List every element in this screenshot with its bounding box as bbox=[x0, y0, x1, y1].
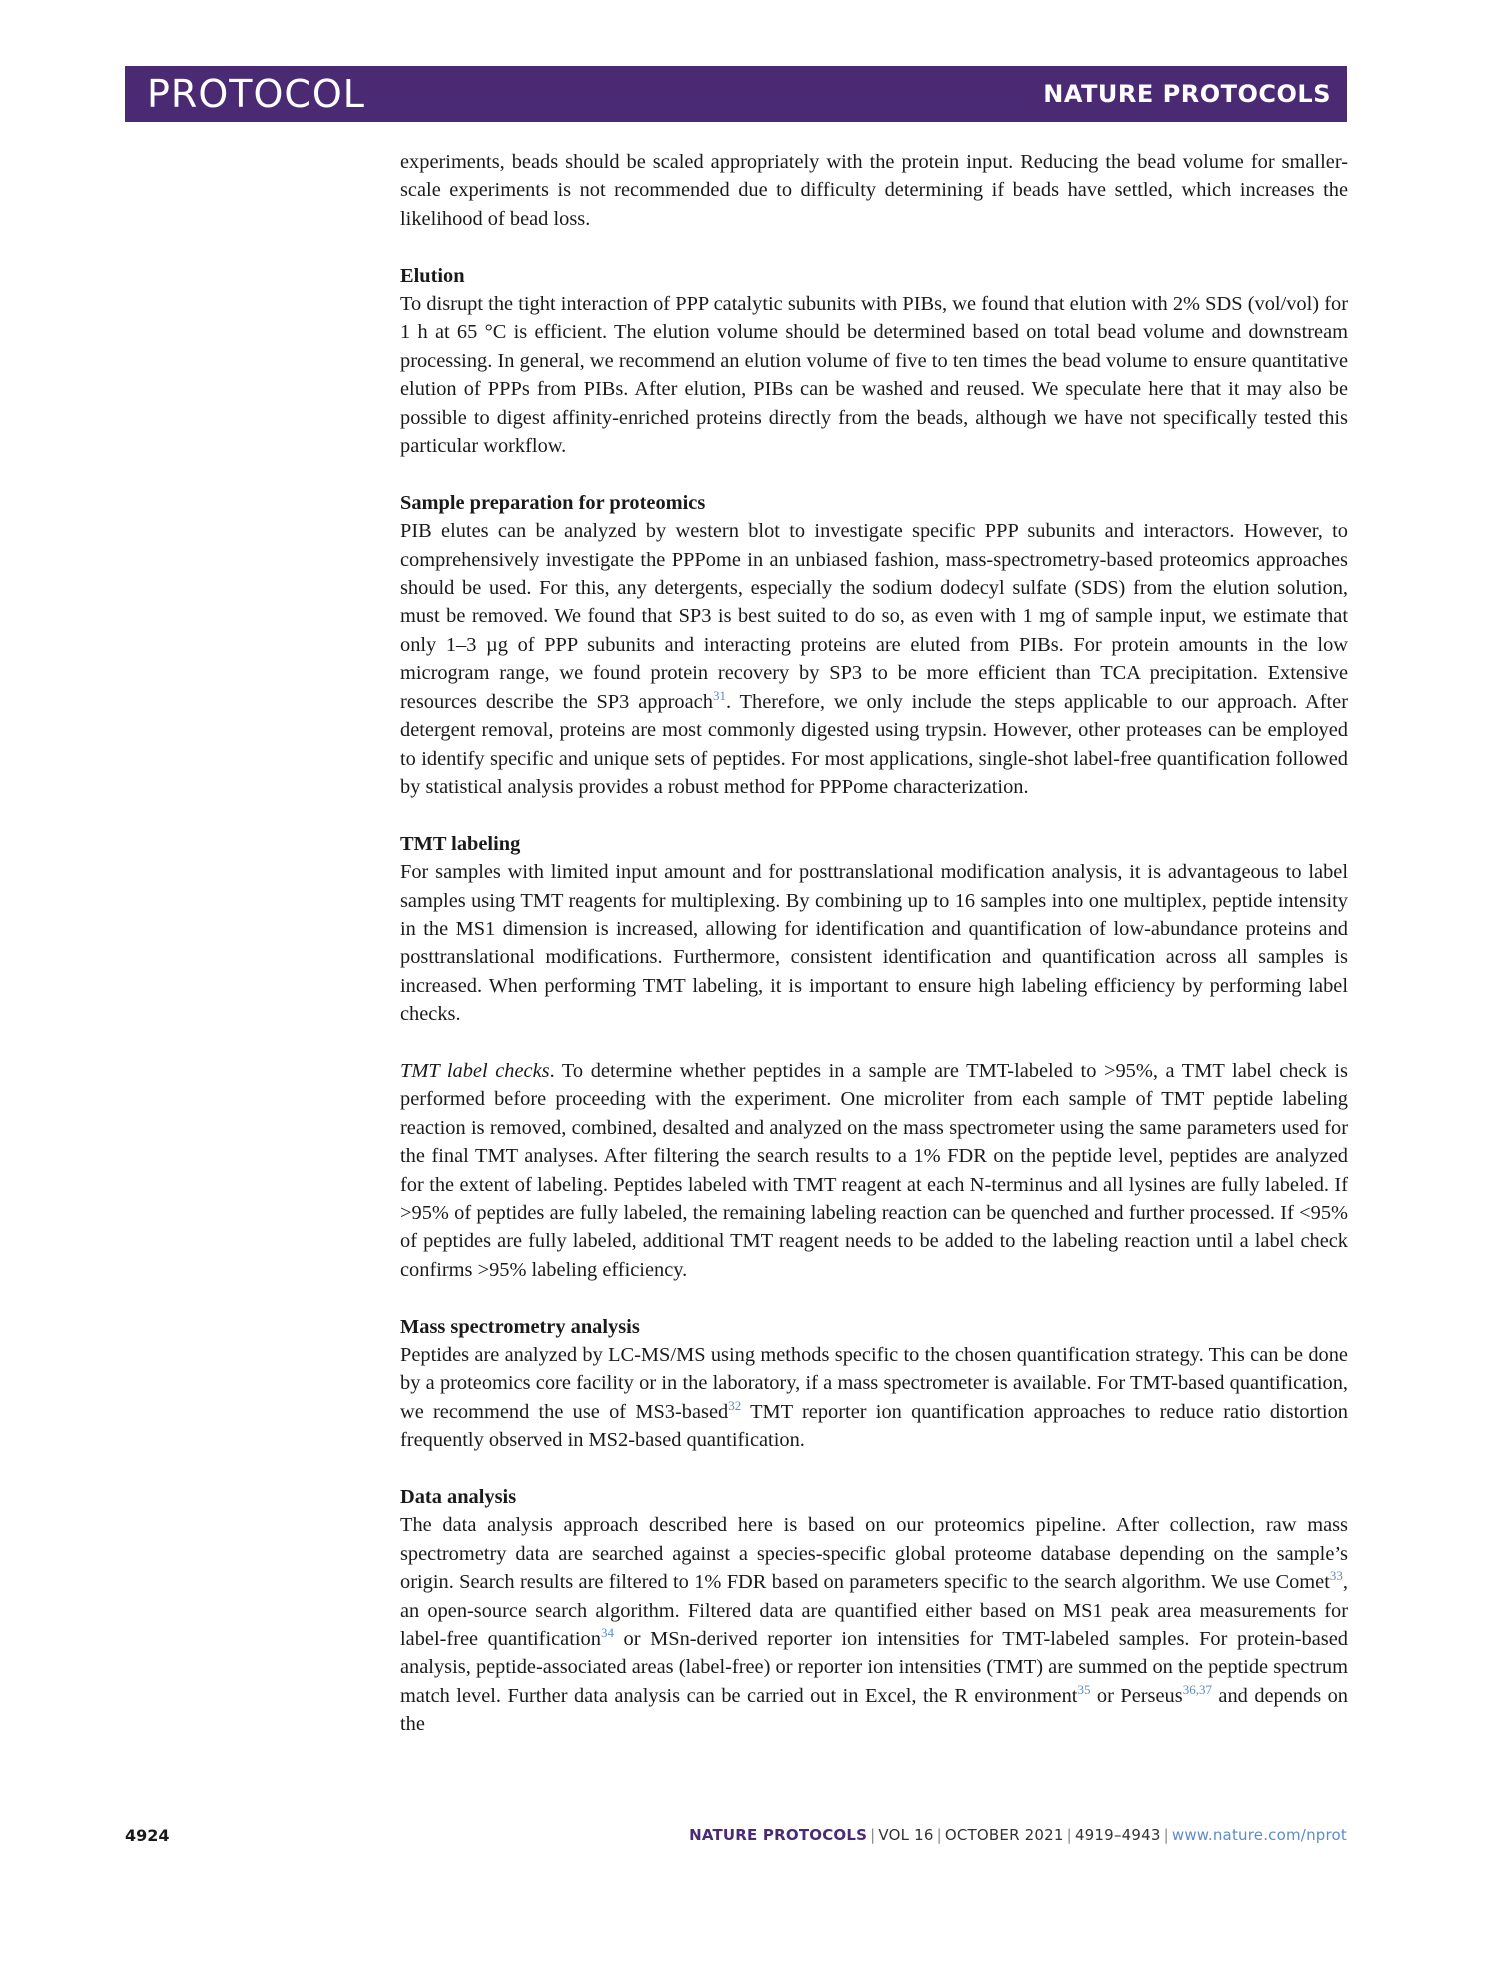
reference-link-36-37[interactable]: 36,37 bbox=[1182, 1681, 1212, 1697]
tmt-labeling-heading: TMT labeling bbox=[400, 832, 521, 855]
reference-link-33[interactable]: 33 bbox=[1329, 1568, 1343, 1584]
article-body bbox=[400, 148, 1348, 1739]
data-analysis-heading: Data analysis bbox=[400, 1486, 517, 1508]
footer-journal: NATURE PROTOCOLS bbox=[689, 1826, 868, 1844]
footer-date: OCTOBER 2021 bbox=[944, 1826, 1064, 1844]
header-section-title: PROTOCOL bbox=[147, 72, 365, 116]
data-analysis-text-d: or Perseus bbox=[1090, 1684, 1183, 1707]
header-journal-title: NATURE PROTOCOLS bbox=[1043, 80, 1331, 108]
tmt-checks-paragraph bbox=[400, 1057, 1348, 1284]
footer-separator: | bbox=[1066, 1826, 1072, 1844]
mass-spec-heading: Mass spectrometry analysis bbox=[400, 1315, 640, 1338]
data-analysis-text-e: and depends on the bbox=[400, 1684, 1348, 1736]
sample-prep-text-b: . Therefore, we only include the steps applicable to our approach. After detergent removal, proteins are most commonly digested using trypsin. However, other proteases can be employed to identify specific and unique sets of peptides. For most applications, single-shot label-free quantification followed by statistical analysis provides a robust method for PPPome characterization. bbox=[400, 690, 1349, 798]
footer-citation bbox=[689, 1826, 1347, 1844]
data-analysis-text-c: or MSn-derived reporter ion intensities for TMT-labeled samples. For protein-based analysis, peptide-associated areas (label-free) or reporter ion intensities (TMT) are summed on the peptide spectrum match level. Further data analysis can be carried out in Excel, the R environment bbox=[400, 1628, 1348, 1707]
reference-link-35[interactable]: 35 bbox=[1077, 1681, 1091, 1697]
data-analysis-text-b: , an open-source search algorithm. Filtered data are quantified either based on MS1 peak area measurements for label-free quantification bbox=[400, 1571, 1348, 1651]
elution-paragraph: To disrupt the tight interaction of PPP catalytic subunits with PIBs, we found that elution with 2% SDS (vol/vol) for 1 h at 65 °C is efficient. The elution volume should be determined based on total bead volume and downstream processing. In general, we recommend an elution volume of five to ten times the bead volume to ensure quantitative elution of PPPs from PIBs. After elution, PIBs can be washed and reused. We speculate here that it may also be possible to digest affinity-enriched proteins directly from the beads, although we have not specifically tested this particular workflow. bbox=[400, 293, 1348, 458]
sample-prep-paragraph bbox=[400, 517, 1348, 801]
tmt-labeling-paragraph: For samples with limited input amount and for posttranslational modification analysis, it is advantageous to label samples using TMT reagents for multiplexing. By combining up to 16 samples into one multiplex, peptide intensity in the MS1 dimension is increased, allowing for identification and quantification of low-abundance proteins and posttranslational modifications. Furthermore, consistent identification and quantification across all samples is increased. When performing TMT labeling, it is important to ensure high labeling efficiency by performing label checks. bbox=[400, 861, 1348, 1026]
footer-separator: | bbox=[936, 1826, 942, 1844]
tmt-checks-text: . To determine whether peptides in a sample are TMT-labeled to >95%, a TMT label check is performed before proceeding with the experiment. One microliter from each sample of TMT peptide labeling reaction is removed, combined, desalted and analyzed on the mass spectrometer using the same parameters used for the final TMT analyses. After filtering the search results to a 1% FDR on the peptide level, peptides are analyzed for the extent of labeling. Peptides labeled with TMT reagent at each N-terminus and all lysines are fully labeled. If >95% of peptides are fully labeled, the remaining labeling reaction can be quenched and further processed. If <95% of peptides are fully labeled, additional TMT reagent needs to be added to the labeling reaction until a label check confirms >95% labeling efficiency. bbox=[400, 1059, 1348, 1281]
data-analysis-text-a: The data analysis approach described here is based on our proteomics pipeline. After collection, raw mass spectrometry data are searched against a species-specific global proteome database depending on the sample’s origin. Search results are filtered to 1% FDR based on parameters specific to the search algorithm. We use Comet bbox=[400, 1514, 1348, 1594]
footer-pages: 4919–4943 bbox=[1074, 1826, 1161, 1844]
footer-separator: | bbox=[870, 1826, 876, 1844]
reference-link-34[interactable]: 34 bbox=[600, 1625, 614, 1641]
mass-spec-paragraph bbox=[400, 1341, 1348, 1455]
tmt-checks-lead: TMT label checks bbox=[400, 1059, 550, 1082]
footer-separator: | bbox=[1163, 1826, 1169, 1844]
mass-spec-text-b: TMT reporter ion quantification approaches to reduce ratio distortion frequently observed in MS2-based quantification. bbox=[400, 1400, 1348, 1452]
mass-spec-text-a: Peptides are analyzed by LC-MS/MS using methods specific to the chosen quantification strategy. This can be done by a proteomics core facility or in the laboratory, if a mass spectrometer is available. For TMT-based quantification, we recommend the use of MS3-based bbox=[400, 1343, 1348, 1423]
reference-link-32[interactable]: 32 bbox=[728, 1397, 742, 1413]
sample-prep-text-a: PIB elutes can be analyzed by western blot to investigate specific PPP subunits and interactors. However, to comprehensively investigate the PPPome in an unbiased fashion, mass-spectrometry-based proteomics approaches should be used. For this, any detergents, especially the sodium dodecyl sulfate (SDS) from the elution solution, must be removed. We found that SP3 is best suited to do so, as even with 1 mg of sample input, we estimate that only 1–3 µg of PPP subunits and interacting proteins are eluted from PIBs. For protein amounts in the low microgram range, we found protein recovery by SP3 to be more efficient than TCA precipitation. Extensive resources describe the SP3 approach bbox=[400, 520, 1348, 713]
page-number: 4924 bbox=[125, 1826, 170, 1845]
elution-heading: Elution bbox=[400, 264, 465, 287]
footer-url-link[interactable]: www.nature.com/nprot bbox=[1171, 1826, 1347, 1844]
data-analysis-paragraph bbox=[400, 1511, 1348, 1738]
page-header bbox=[125, 66, 1347, 122]
footer-volume: VOL 16 bbox=[878, 1826, 934, 1844]
intro-paragraph: experiments, beads should be scaled appropriately with the protein input. Reducing the bead volume for smaller-scale experiments is not recommended due to difficulty determining if beads have settled, which increases the likelihood of bead loss. bbox=[400, 151, 1348, 230]
sample-prep-heading: Sample preparation for proteomics bbox=[400, 491, 706, 514]
reference-link-31[interactable]: 31 bbox=[712, 687, 726, 703]
